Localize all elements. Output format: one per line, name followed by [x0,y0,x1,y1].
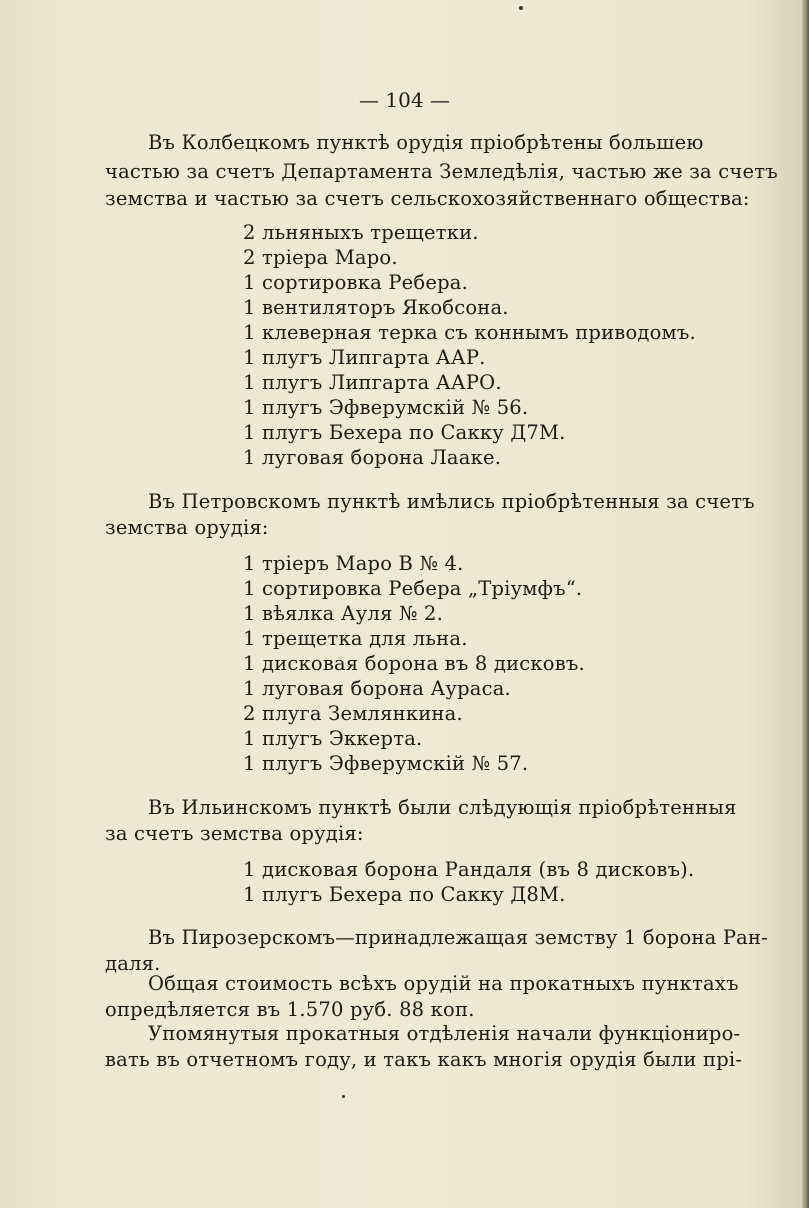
paragraph-line: частью за счетъ Департамента Земледѣлія, частью же за счетъ [105,160,778,183]
list-item: 1 дисковая борона въ 8 дисковъ. [243,652,585,675]
paragraph-line: опредѣляется въ 1.570 руб. 88 коп. [105,998,475,1021]
paragraph-line: вать въ отчетномъ году, и такъ какъ многія орудія были прі- [105,1048,743,1071]
paragraph-line: даля. [105,952,161,975]
list-item: 1 плугъ Эфверумскій № 57. [243,752,529,775]
list-item: 1 плугъ Бехера по Сакку Д7М. [243,421,566,444]
list-item: 1 тріеръ Маро В № 4. [243,552,464,575]
list-item: 2 плуга Землянкина. [243,702,463,725]
list-item: 1 плугъ Бехера по Сакку Д8М. [243,883,566,906]
paragraph-line: земства орудія: [105,516,269,539]
page-number: — 104 — [359,88,450,112]
paragraph-line: Въ Петровскомъ пунктѣ имѣлись пріобрѣтенныя за счетъ [148,490,755,513]
paragraph-line: Въ Ильинскомъ пунктѣ были слѣдующія пріобрѣтенныя [148,796,737,819]
list-item: 1 плугъ Липгарта ААР. [243,346,486,369]
list-item: 1 плугъ Липгарта ААРО. [243,371,502,394]
paragraph-line: за счетъ земства орудія: [105,822,364,845]
list-item: 1 вѣялка Ауля № 2. [243,602,444,625]
list-item: 1 луговая борона Лааке. [243,446,502,469]
list-item: 1 плугъ Эфверумскій № 56. [243,396,529,419]
list-item: 1 сортировка Ребера „Тріумфъ“. [243,577,583,600]
paragraph-line: Въ Пирозерскомъ—принадлежащая земству 1 борона Ран- [148,926,768,949]
list-item: 1 плугъ Эккерта. [243,727,423,750]
paragraph-line: Общая стоимость всѣхъ орудій на прокатныхъ пунктахъ [148,972,739,995]
paragraph-line: Въ Колбецкомъ пунктѣ орудія пріобрѣтены большею [148,131,704,154]
list-item: 2 тріера Маро. [243,246,398,269]
list-item: 1 трещетка для льна. [243,627,468,650]
list-item: 1 клеверная терка съ коннымъ приводомъ. [243,321,696,344]
list-item: 1 сортировка Ребера. [243,271,468,294]
list-item: 1 дисковая борона Рандаля (въ 8 дисковъ). [243,858,695,881]
paragraph-line: Упомянутыя прокатныя отдѣленія начали функціониро- [148,1022,741,1045]
list-item: 1 луговая борона Аураса. [243,677,511,700]
list-item: 1 вентиляторъ Якобсона. [243,296,509,319]
paragraph-line: земства и частью за счетъ сельскохозяйственнаго общества: [105,187,750,210]
list-item: 2 льняныхъ трещетки. [243,221,479,244]
